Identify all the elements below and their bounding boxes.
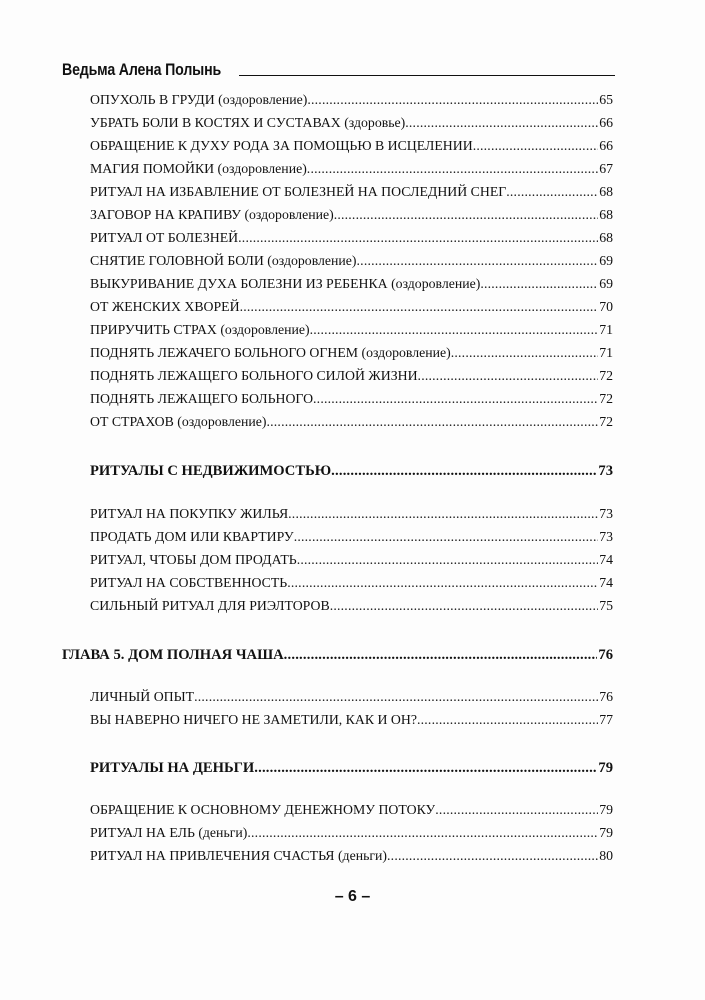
toc-entry-title: ПОДНЯТЬ ЛЕЖАЩЕГО БОЛЬНОГО [90,391,314,406]
toc-entry-title: РИТУАЛ, ЧТОБЫ ДОМ ПРОДАТЬ [90,552,297,567]
toc-dot-leader [307,161,598,177]
toc-entry-title: ПОДНЯТЬ ЛЕЖАЩЕГО БОЛЬНОГО СИЛОЙ ЖИЗНИ [90,368,418,383]
page-number: – 6 – [334,888,371,905]
toc-entry-title: СНЯТИЕ ГОЛОВНОЙ БОЛИ (оздоровление) [90,253,357,268]
toc-entry-item [90,506,613,528]
toc-entry-item [90,299,613,321]
toc-entry-item [90,848,613,870]
toc-entry-section [90,760,613,784]
header-rule [239,75,615,76]
toc-entry-page: 72 [599,391,613,406]
toc-entry-title: ЛИЧНЫЙ ОПЫТ [90,689,195,704]
toc-entry-title: РИТУАЛ НА СОБСТВЕННОСТЬ [90,575,288,590]
toc-entry-title: ПРИРУЧИТЬ СТРАХ (оздоровление) [90,322,310,337]
toc-entry-item [90,391,613,413]
toc-dot-leader [247,825,598,841]
toc-entry-page: 69 [599,276,613,291]
toc-dot-leader [288,506,598,522]
toc-entry-title: МАГИЯ ПОМОЙКИ (оздоровление) [90,161,307,176]
toc-dot-leader [287,575,598,591]
toc-entry-page: 70 [599,299,613,314]
toc-dot-leader [480,276,598,292]
toc-entry-item [90,138,613,160]
toc-entry-title: ВЫ НАВЕРНО НИЧЕГО НЕ ЗАМЕТИЛИ, КАК И ОН? [90,712,417,727]
toc-entry-title: ВЫКУРИВАНИЕ ДУХА БОЛЕЗНИ ИЗ РЕБЕНКА (оздоровление) [90,276,481,291]
toc-dot-leader [506,184,598,200]
toc-entry-page: 73 [598,463,613,479]
toc-dot-leader [266,414,598,430]
toc-entry-page: 76 [598,647,613,663]
toc-entry-page: 77 [599,712,613,727]
toc-entry-item [90,802,613,824]
toc-entry-item [90,276,613,298]
toc-dot-leader [418,368,599,384]
toc-entry-page: 65 [599,92,613,107]
toc-entry-item [90,253,613,275]
toc-entry-item [90,598,613,620]
toc-dot-leader [194,689,598,705]
toc-entry-item [90,368,613,390]
toc-entry-item [90,207,613,229]
toc-dot-leader [417,712,598,728]
toc-entry-title: ЗАГОВОР НА КРАПИВУ (оздоровление) [90,207,334,222]
toc-entry-item [90,345,613,367]
toc-entry-title: ПОДНЯТЬ ЛЕЖАЧЕГО БОЛЬНОГО ОГНЕМ (оздоровление) [90,345,451,360]
toc-entry-page: 66 [599,138,613,153]
toc-entry-title: ОТ ЖЕНСКИХ ХВОРЕЙ [90,299,240,314]
toc-entry-section [90,463,613,487]
toc-entry-item [90,115,613,137]
toc-entry-item [90,825,613,847]
toc-entry-item [90,689,613,711]
toc-entry-page: 66 [599,115,613,130]
toc-dot-leader [331,463,597,480]
toc-entry-page: 68 [599,230,613,245]
toc-entry-chapter [62,647,613,671]
toc-entry-title: ОБРАЩЕНИЕ К ДУХУ РОДА ЗА ПОМОЩЬЮ В ИСЦЕЛЕНИИ [90,138,473,153]
toc-entry-page: 68 [599,184,613,199]
toc-entry-page: 72 [599,368,613,383]
toc-entry-page: 71 [599,322,613,337]
toc-entry-page: 74 [599,552,613,567]
toc-entry-page: 75 [599,598,613,613]
toc-entry-page: 79 [599,802,613,817]
toc-dot-leader [310,322,599,338]
toc-entry-title: ОПУХОЛЬ В ГРУДИ (оздоровление) [90,92,308,107]
toc-entry-page: 80 [599,848,613,863]
toc-entry-page: 71 [599,345,613,360]
toc-entry-page: 67 [599,161,613,176]
toc-entry-page: 74 [599,575,613,590]
toc-entry-item [90,230,613,252]
toc-dot-leader [294,529,599,545]
toc-entry-page: 73 [599,529,613,544]
toc-entry-title: РИТУАЛ НА ЕЛЬ (деньги) [90,825,248,840]
book-author-title: Ведьма Алена Полынь [62,61,222,79]
toc-dot-leader [387,848,598,864]
toc-dot-leader [254,760,597,777]
toc-entry-page: 76 [599,689,613,704]
toc-entry-item [90,184,613,206]
toc-dot-leader [297,552,599,568]
toc-entry-title: ГЛАВА 5. ДОМ ПОЛНАЯ ЧАША [62,647,284,663]
running-header [62,58,615,80]
toc-entry-title: РИТУАЛЫ С НЕДВИЖИМОСТЬЮ [90,463,332,479]
toc-entry-title: РИТУАЛ НА ПРИВЛЕЧЕНИЯ СЧАСТЬЯ (деньги) [90,848,388,863]
toc-entry-title: СИЛЬНЫЙ РИТУАЛ ДЛЯ РИЭЛТОРОВ [90,598,330,613]
toc-entry-title: УБРАТЬ БОЛИ В КОСТЯХ И СУСТАВАХ (здоровье) [90,115,406,130]
toc-entry-title: РИТУАЛ НА ПОКУПКУ ЖИЛЬЯ [90,506,289,521]
toc-entry-item [90,161,613,183]
toc-dot-leader [307,92,598,108]
toc-entry-item [90,92,613,114]
toc-dot-leader [238,230,598,246]
toc-entry-page: 68 [599,207,613,222]
toc-entry-item [90,414,613,436]
toc-entry-page: 79 [599,825,613,840]
toc-dot-leader [240,299,599,315]
toc-entry-item [90,552,613,574]
toc-dot-leader [435,802,598,818]
toc-dot-leader [334,207,599,223]
toc-entry-item [90,712,613,734]
toc-entry-title: РИТУАЛ НА ИЗБАВЛЕНИЕ ОТ БОЛЕЗНЕЙ НА ПОСЛЕДНИЙ СНЕГ [90,184,507,199]
toc-dot-leader [313,391,598,407]
toc-entry-title: РИТУАЛЫ НА ДЕНЬГИ [90,760,255,776]
toc-dot-leader [473,138,599,154]
toc-entry-title: ОБРАЩЕНИЕ К ОСНОВНОМУ ДЕНЕЖНОМУ ПОТОКУ [90,802,436,817]
toc-dot-leader [357,253,599,269]
toc-dot-leader [405,115,598,131]
toc-entry-page: 72 [599,414,613,429]
toc-entry-title: ОТ СТРАХОВ (оздоровление) [90,414,267,429]
toc-dot-leader [451,345,598,361]
toc-entry-page: 69 [599,253,613,268]
toc-dot-leader [330,598,599,614]
toc-entry-page: 73 [599,506,613,521]
toc-dot-leader [284,647,598,664]
toc-entry-item [90,529,613,551]
toc-entry-title: РИТУАЛ ОТ БОЛЕЗНЕЙ [90,230,239,245]
toc-entry-item [90,322,613,344]
toc-entry-page: 79 [598,760,613,776]
toc-entry-title: ПРОДАТЬ ДОМ ИЛИ КВАРТИРУ [90,529,294,544]
toc-entry-item [90,575,613,597]
